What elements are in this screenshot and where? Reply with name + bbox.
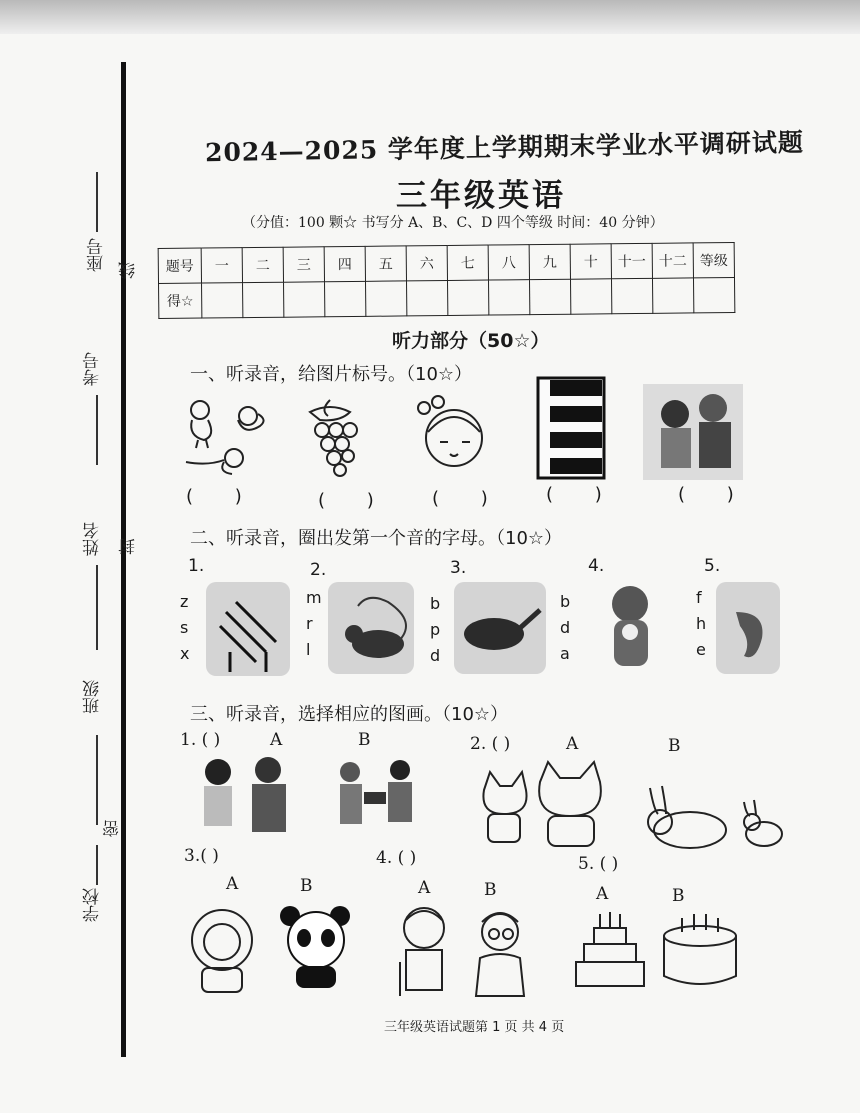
s3-q2-answer[interactable]: 2. ( ) bbox=[470, 734, 511, 754]
cats-picture bbox=[476, 760, 616, 848]
listening-title: 听力部分（50☆） bbox=[392, 330, 550, 352]
grandpa-picture bbox=[386, 902, 462, 998]
grapes-picture bbox=[300, 396, 375, 482]
s1-answer-3[interactable]: ( ) bbox=[432, 488, 506, 509]
score-input-cell[interactable] bbox=[529, 279, 570, 314]
fish-picture bbox=[716, 582, 780, 674]
s2-item-1-letters[interactable] bbox=[180, 592, 194, 670]
letter-option[interactable]: m bbox=[306, 588, 322, 607]
score-cell: 八 bbox=[488, 245, 529, 280]
zebra-picture bbox=[206, 582, 290, 676]
page-footer: 三年级英语试题第 1 页 共 4 页 bbox=[384, 1020, 565, 1035]
s3-q3-option-b[interactable]: B bbox=[300, 876, 313, 896]
section-3-heading: 三、听录音，选择相应的图画。（10☆） bbox=[190, 704, 509, 725]
s1-answer-1[interactable]: ( ) bbox=[186, 486, 260, 507]
exam-no-label: 考号 bbox=[83, 352, 103, 386]
score-input-cell[interactable] bbox=[693, 277, 734, 312]
birds-picture bbox=[178, 396, 273, 478]
s3-q3-option-a[interactable]: A bbox=[226, 874, 239, 894]
score-cell: 十一 bbox=[611, 243, 652, 278]
score-table-header-row bbox=[158, 242, 734, 283]
kids-giving-gift-picture bbox=[334, 760, 414, 836]
seat-label: 座号 bbox=[87, 238, 107, 272]
s3-q4-option-b[interactable]: B bbox=[484, 880, 497, 900]
s1-answer-4[interactable]: ( ) bbox=[546, 484, 620, 505]
score-cell: 七 bbox=[447, 245, 488, 280]
score-input-cell[interactable] bbox=[202, 283, 243, 318]
seal-mark-2: 密 bbox=[103, 820, 123, 837]
class-underline bbox=[96, 735, 98, 825]
letter-option[interactable]: d bbox=[430, 646, 441, 665]
s3-q5-option-b[interactable]: B bbox=[672, 886, 685, 906]
s3-q5-answer[interactable]: 5. ( ) bbox=[578, 854, 619, 874]
score-cell: 三 bbox=[283, 247, 324, 282]
score-input-cell[interactable] bbox=[366, 281, 407, 316]
letter-option[interactable]: r bbox=[306, 614, 313, 633]
s2-item-2-number: 2. bbox=[310, 560, 327, 580]
s3-q4-option-a[interactable]: A bbox=[418, 878, 431, 898]
score-table bbox=[158, 242, 736, 319]
dog-picture bbox=[600, 580, 662, 672]
s3-q4-answer[interactable]: 4. ( ) bbox=[376, 848, 417, 868]
score-cell: 四 bbox=[324, 246, 365, 281]
score-input-cell[interactable] bbox=[407, 280, 448, 315]
round-cake-picture bbox=[662, 912, 740, 992]
s1-answer-2[interactable]: ( ) bbox=[318, 490, 392, 511]
letter-option[interactable]: h bbox=[696, 614, 707, 633]
score-input-cell[interactable] bbox=[284, 282, 325, 317]
score-input-cell[interactable] bbox=[611, 278, 652, 313]
score-cell: 九 bbox=[529, 244, 570, 279]
two-girls-picture bbox=[643, 384, 743, 480]
letter-option[interactable]: x bbox=[180, 644, 190, 663]
s3-q1-option-b[interactable]: B bbox=[358, 730, 371, 750]
score-cell: 题号 bbox=[158, 248, 201, 283]
girl-face-picture bbox=[410, 392, 500, 478]
letter-option[interactable]: d bbox=[560, 618, 571, 637]
letter-option[interactable]: b bbox=[430, 594, 441, 613]
exam-no-underline bbox=[96, 395, 98, 465]
score-row-label: 得☆ bbox=[159, 283, 202, 318]
binding-line bbox=[121, 62, 126, 1057]
letter-option[interactable]: l bbox=[306, 640, 311, 659]
score-cell: 五 bbox=[365, 246, 406, 281]
pan-picture bbox=[454, 582, 546, 674]
rat-picture bbox=[328, 582, 414, 674]
s3-q1-answer[interactable]: 1. ( ) bbox=[180, 730, 221, 750]
s2-item-4-letters[interactable] bbox=[560, 592, 574, 670]
score-input-cell[interactable] bbox=[447, 280, 488, 315]
score-cell: 十二 bbox=[652, 243, 693, 278]
score-cell: 等级 bbox=[693, 242, 734, 277]
line-mark: 线 bbox=[119, 262, 139, 279]
s2-item-1-number: 1. bbox=[188, 556, 205, 576]
score-cell: 十 bbox=[570, 244, 611, 279]
score-input-cell[interactable] bbox=[325, 281, 366, 316]
panda-picture bbox=[278, 904, 364, 992]
piano-keys-picture bbox=[536, 376, 608, 480]
grandma-picture bbox=[470, 902, 550, 998]
score-cell: 六 bbox=[406, 245, 447, 280]
name-label: 姓名 bbox=[83, 522, 103, 556]
s3-q2-option-a[interactable]: A bbox=[566, 734, 579, 754]
s2-item-4-number: 4. bbox=[588, 556, 605, 576]
s2-item-3-number: 3. bbox=[450, 558, 467, 578]
seal-mark: 封 bbox=[119, 538, 139, 555]
score-input-cell[interactable] bbox=[570, 279, 611, 314]
score-input-cell[interactable] bbox=[243, 282, 284, 317]
letter-option[interactable]: z bbox=[180, 592, 189, 611]
s3-q3-answer[interactable]: 3.( ) bbox=[184, 846, 219, 866]
school-underline bbox=[96, 845, 98, 885]
s2-item-3-letters[interactable] bbox=[430, 594, 444, 672]
s1-answer-5[interactable]: ( ) bbox=[678, 484, 752, 505]
s2-item-2-letters[interactable] bbox=[306, 588, 320, 666]
letter-option[interactable]: s bbox=[180, 618, 189, 637]
letter-option[interactable]: p bbox=[430, 620, 441, 639]
s3-q1-option-a[interactable]: A bbox=[270, 730, 283, 750]
school-label: 学校 bbox=[83, 888, 103, 922]
name-underline bbox=[96, 565, 98, 650]
subject-title: 三年级英语 bbox=[396, 178, 566, 214]
exam-instructions: （分值：100 颗☆ 书写分 A、B、C、D 四个等级 时间：40 分钟） bbox=[242, 215, 664, 231]
letter-option[interactable]: b bbox=[560, 592, 571, 611]
score-cell: 二 bbox=[242, 247, 283, 282]
exam-title: 2024—2025 学年度上学期期末学业水平调研试题 bbox=[204, 127, 805, 168]
s2-item-5-number: 5. bbox=[704, 556, 721, 576]
rabbits-picture bbox=[640, 786, 782, 852]
letter-option[interactable]: a bbox=[560, 644, 570, 663]
score-cell: 一 bbox=[201, 248, 242, 283]
scan-shadow bbox=[0, 0, 860, 34]
section-2-heading: 二、听录音，圈出发第一个音的字母。（10☆） bbox=[190, 528, 563, 549]
lion-picture bbox=[186, 906, 260, 996]
class-label: 班级 bbox=[83, 680, 103, 714]
section-1-heading: 一、听录音，给图片标号。（10☆） bbox=[190, 364, 473, 385]
letter-option[interactable]: e bbox=[696, 640, 706, 659]
score-input-cell[interactable] bbox=[652, 278, 693, 313]
s3-q5-option-a[interactable]: A bbox=[596, 884, 609, 904]
score-input-cell[interactable] bbox=[488, 280, 529, 315]
s3-q2-option-b[interactable]: B bbox=[668, 736, 681, 756]
letter-option[interactable]: f bbox=[696, 588, 702, 607]
seat-underline bbox=[96, 172, 98, 232]
two-kids-talking-picture bbox=[194, 756, 294, 838]
score-table-score-row bbox=[159, 277, 735, 318]
s2-item-5-letters[interactable] bbox=[696, 588, 710, 666]
tiered-cake-picture bbox=[574, 912, 646, 990]
